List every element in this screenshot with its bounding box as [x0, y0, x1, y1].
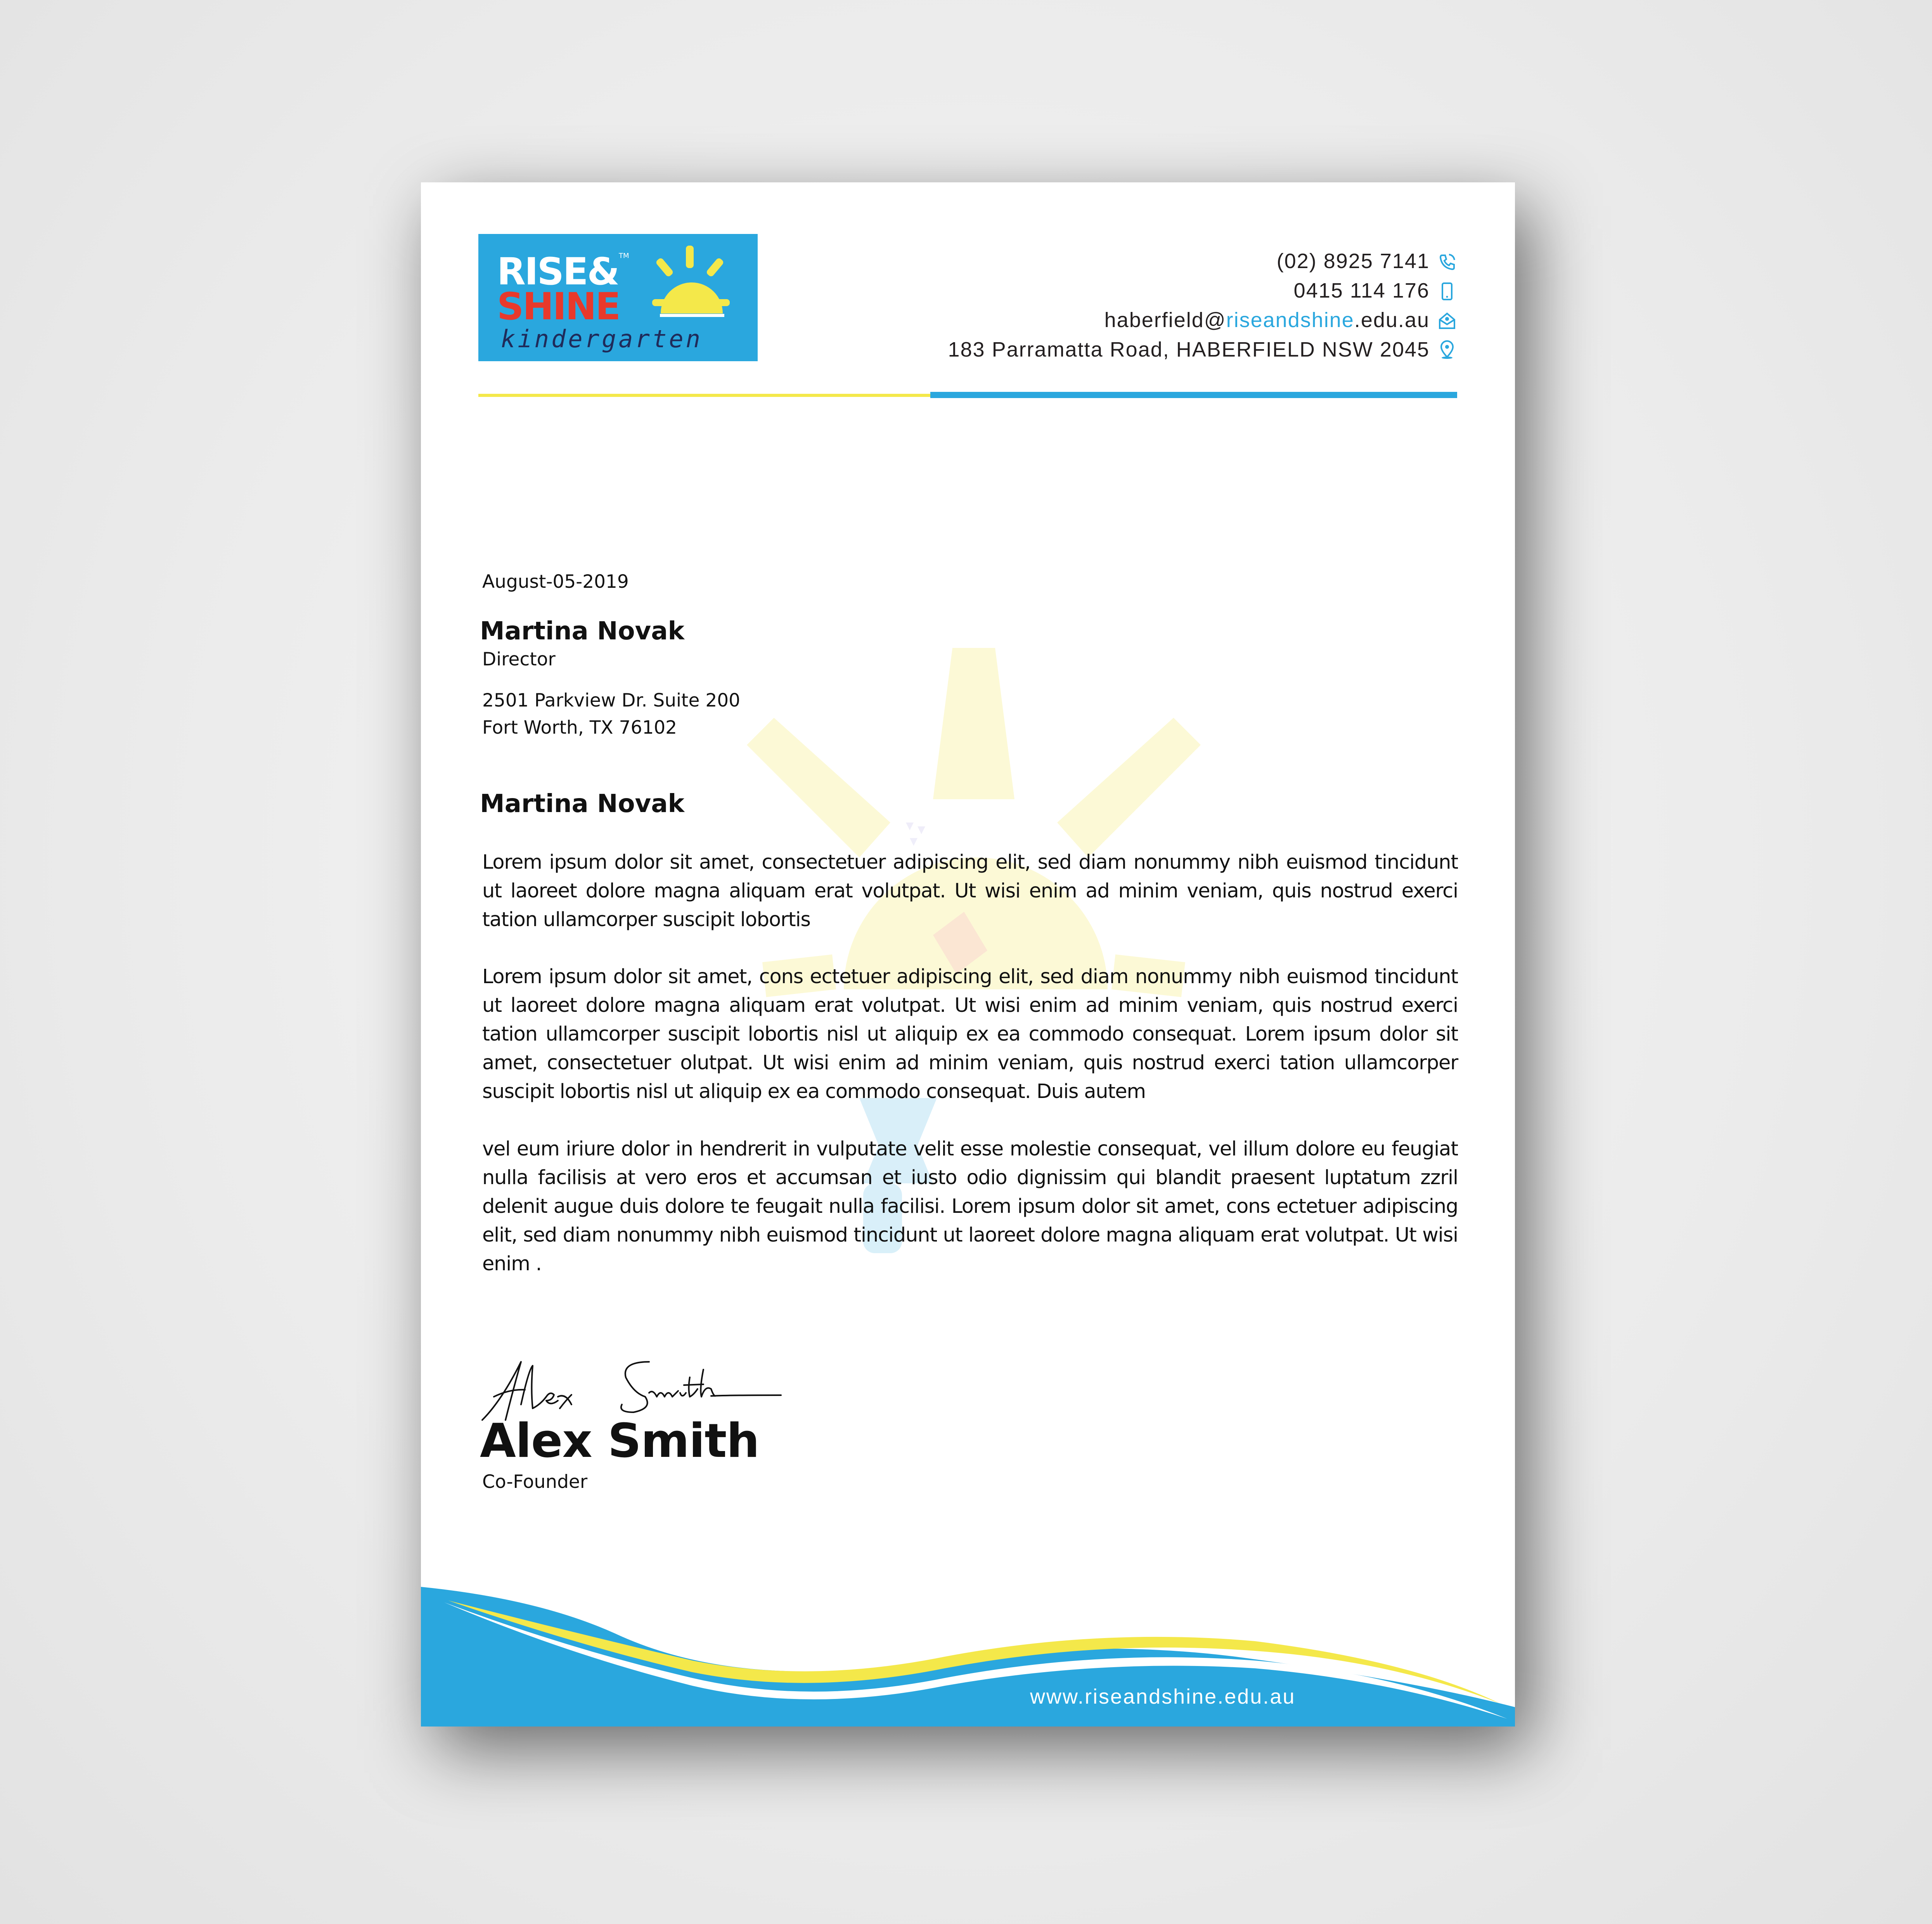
brand-logo	[478, 234, 758, 361]
recipient-address-line2: Fort Worth, TX 76102	[482, 717, 677, 738]
recipient-name: Martina Novak	[480, 617, 684, 646]
email-user: haberfield@	[1104, 308, 1226, 332]
email-icon	[1437, 311, 1457, 331]
recipient-title: Director	[482, 649, 556, 670]
logo-artwork	[478, 234, 758, 361]
header-divider-blue	[930, 392, 1457, 398]
logo-trademark: TM	[619, 252, 629, 260]
footer-wave	[421, 1587, 1515, 1727]
footer-website-url: www.riseandshine.edu.au	[1030, 1685, 1296, 1708]
signer-name: Alex Smith	[480, 1414, 759, 1468]
letter-date: August-05-2019	[482, 571, 629, 592]
email-suffix: .edu.au	[1354, 308, 1430, 332]
contact-address: 183 Parramatta Road, HABERFIELD NSW 2045	[948, 338, 1430, 361]
email-domain: riseandshine	[1226, 308, 1354, 332]
contact-mobile: 0415 114 176	[1293, 279, 1430, 302]
contact-phone: (02) 8925 7141	[1276, 249, 1430, 273]
location-icon	[1437, 340, 1457, 359]
logo-brand-line1: RISE&	[497, 250, 619, 293]
signer-title: Co-Founder	[482, 1471, 588, 1493]
logo-tagline: kindergarten	[501, 325, 703, 353]
mobile-icon	[1437, 282, 1457, 301]
body-paragraph-1: Lorem ipsum dolor sit amet, consectetuer adipiscing elit, sed diam nonummy nibh euismod tincidunt ut laoreet dolore magna aliquam erat volutpat. Ut wisi enim ad minim veniam, quis nostrud exerci tation ullamcorper suscipit lobortis	[482, 851, 1458, 931]
body-paragraph-3: vel eum iriure dolor in hendrerit in vulputate velit esse molestie consequat, vel illum dolore eu feugiat nulla facilisis at vero eros et accumsan et iusto odio dignissim qui blandit praesent luptatum zzril delenit augue duis dolore te feugait nulla facilisi. Lorem ipsum dolor sit amet, cons ectetuer adipiscing elit, sed diam nonummy nibh euismod tincidunt ut laoreet dolore magna aliquam erat volutpat. Ut wisi enim .	[482, 1138, 1458, 1275]
phone-icon	[1437, 252, 1457, 272]
recipient-address-line1: 2501 Parkview Dr. Suite 200	[482, 690, 741, 711]
salutation: Martina Novak	[480, 790, 684, 818]
header-divider-yellow	[478, 394, 930, 397]
body-paragraph-2: Lorem ipsum dolor sit amet, cons ectetuer adipiscing elit, sed diam nonummy nibh euismod tincidunt ut laoreet dolore magna aliquam erat volutpat. Ut wisi enim ad minim veniam, quis nostrud exerci tation ullamcorper suscipit lobortis nisl ut aliquip ex ea commodo consequat. Lorem ipsum dolor sit amet, consectetuer olutpat. Ut wisi enim ad minim veniam, quis nostrud exerci tation ullamcorper suscipit lobortis nisl ut aliquip ex ea commodo consequat. Duis autem	[482, 965, 1458, 1103]
letterhead-paper	[421, 182, 1515, 1727]
logo-brand-line2: SHINE	[497, 285, 620, 328]
contact-email	[1104, 308, 1430, 332]
